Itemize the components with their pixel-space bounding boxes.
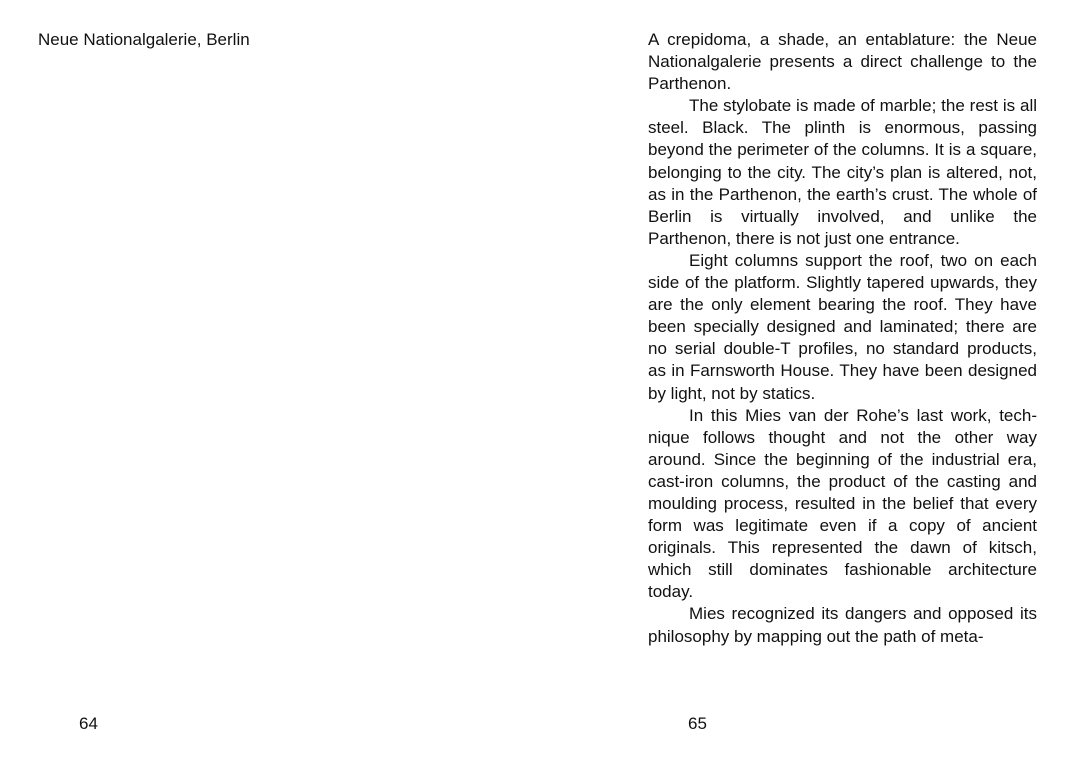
paragraph: The stylobate is made of marble; the rest is all steel. Black. The plinth is enormous, passing beyond the perimeter of the columns. It is a square, belonging to the city. The city’s plan is altered, not, as in the Parthenon, the earth’s crust. The whole of Berlin is virtually involved, and unlike the Parthenon, there is not just one entrance. (648, 96, 1037, 248)
paragraph: A crepidoma, a shade, an entablature: the Neue Nationalgalerie presents a direct challenge to the Parthenon. (648, 30, 1037, 94)
running-title: Neue Nationalgalerie, Berlin (38, 30, 250, 49)
page-number-left: 64 (79, 714, 98, 733)
left-page (0, 0, 537, 768)
page-number-right: 65 (688, 714, 707, 733)
paragraph: Mies recognized its dangers and opposed its philosophy by mapping out the path of meta- (648, 604, 1037, 646)
body-text (648, 29, 1037, 648)
paragraph: In this Mies van der Rohe’s last work, technique follows thought and not the other way around. Since the beginning of the industrial era, cast-iron columns, the product of the casting and moulding process, resulted in the belief that every form was legitimate even if a copy of ancient originals. This represented the dawn of kitsch, which still dominates fashionable architecture today. (648, 405, 1037, 602)
right-page (537, 0, 1075, 768)
paragraph: Eight columns support the roof, two on each side of the platform. Slightly tapered upwards, they are the only element bearing the roof. They have been specially designed and laminated; there are no serial double-T profiles, no standard products, as in Farnsworth House. They have been designed by light, not by statics. (648, 250, 1037, 403)
